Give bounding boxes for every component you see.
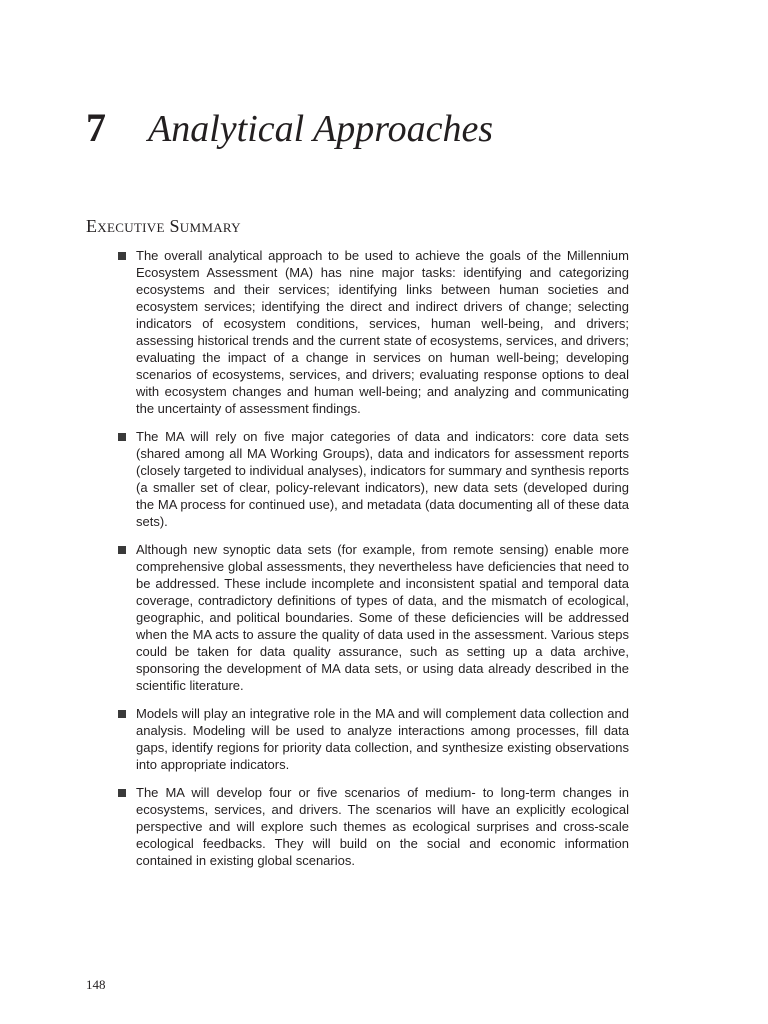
square-bullet-icon bbox=[118, 710, 126, 718]
summary-item bbox=[117, 428, 629, 530]
section-heading: Executive Summary bbox=[86, 216, 241, 236]
chapter-title: Analytical Approaches bbox=[148, 108, 494, 150]
summary-item bbox=[117, 784, 629, 869]
summary-item bbox=[117, 705, 629, 773]
summary-item-text: The overall analytical approach to be used to achieve the goals of the Millennium Ecosystem Assessment (MA) has nine major tasks: identifying and categorizing ecosystems and their services; identifying links between human societies and ecosystem services; identifying the direct and indirect drivers of change; selecting indicators of ecosystem conditions, services, human well-being, and drivers; assessing historical trends and the current state of ecosystems, services, and drivers; evaluating the impact of a change in services on human well-being; developing scenarios of ecosystems, services, and drivers; evaluating response options to deal with ecosystem changes and human well-being; and analyzing and communicating the uncertainty of assessment findings. bbox=[136, 248, 629, 416]
summary-item-text: Models will play an integrative role in the MA and will complement data collection and analysis. Modeling will be used to analyze interactions among processes, fill data gaps, identify regions for priority data collection, and synthesize existing observations into appropriate indicators. bbox=[136, 706, 629, 772]
summary-item-text: Although new synoptic data sets (for example, from remote sensing) enable more comprehensive global assessments, they nevertheless have deficiencies that need to be addressed. These include incomplete and inconsistent spatial and temporal data coverage, contradictory definitions of types of data, and the mismatch of ecological, geographic, and political boundaries. Some of these deficiencies will be addressed when the MA acts to assure the quality of data used in the assessment. Various steps could be taken for data quality assurance, such as setting up a data archive, sponsoring the development of MA data sets, or using data already described in the scientific literature. bbox=[136, 542, 629, 693]
executive-summary-list bbox=[117, 247, 629, 880]
square-bullet-icon bbox=[118, 433, 126, 441]
chapter-number: 7 bbox=[86, 105, 106, 150]
summary-item bbox=[117, 541, 629, 694]
square-bullet-icon bbox=[118, 546, 126, 554]
summary-item-text: The MA will develop four or five scenarios of medium- to long-term changes in ecosystems, services, and drivers. The scenarios will have an explicitly ecological perspective and will explore such themes as ecological surprises and cross-scale ecological feedbacks. They will build on the social and economic information contained in existing global scenarios. bbox=[136, 785, 629, 868]
summary-item bbox=[117, 247, 629, 417]
page-number: 148 bbox=[86, 977, 106, 992]
square-bullet-icon bbox=[118, 252, 126, 260]
square-bullet-icon bbox=[118, 789, 126, 797]
summary-item-text: The MA will rely on five major categories of data and indicators: core data sets (shared among all MA Working Groups), data and indicators for assessment reports (closely targeted to individual analyses), indicators for summary and synthesis reports (a smaller set of clear, policy-relevant indicators), new data sets (developed during the MA process for continued use), and metadata (data documenting all of these data sets). bbox=[136, 429, 629, 529]
chapter-heading bbox=[86, 105, 494, 150]
